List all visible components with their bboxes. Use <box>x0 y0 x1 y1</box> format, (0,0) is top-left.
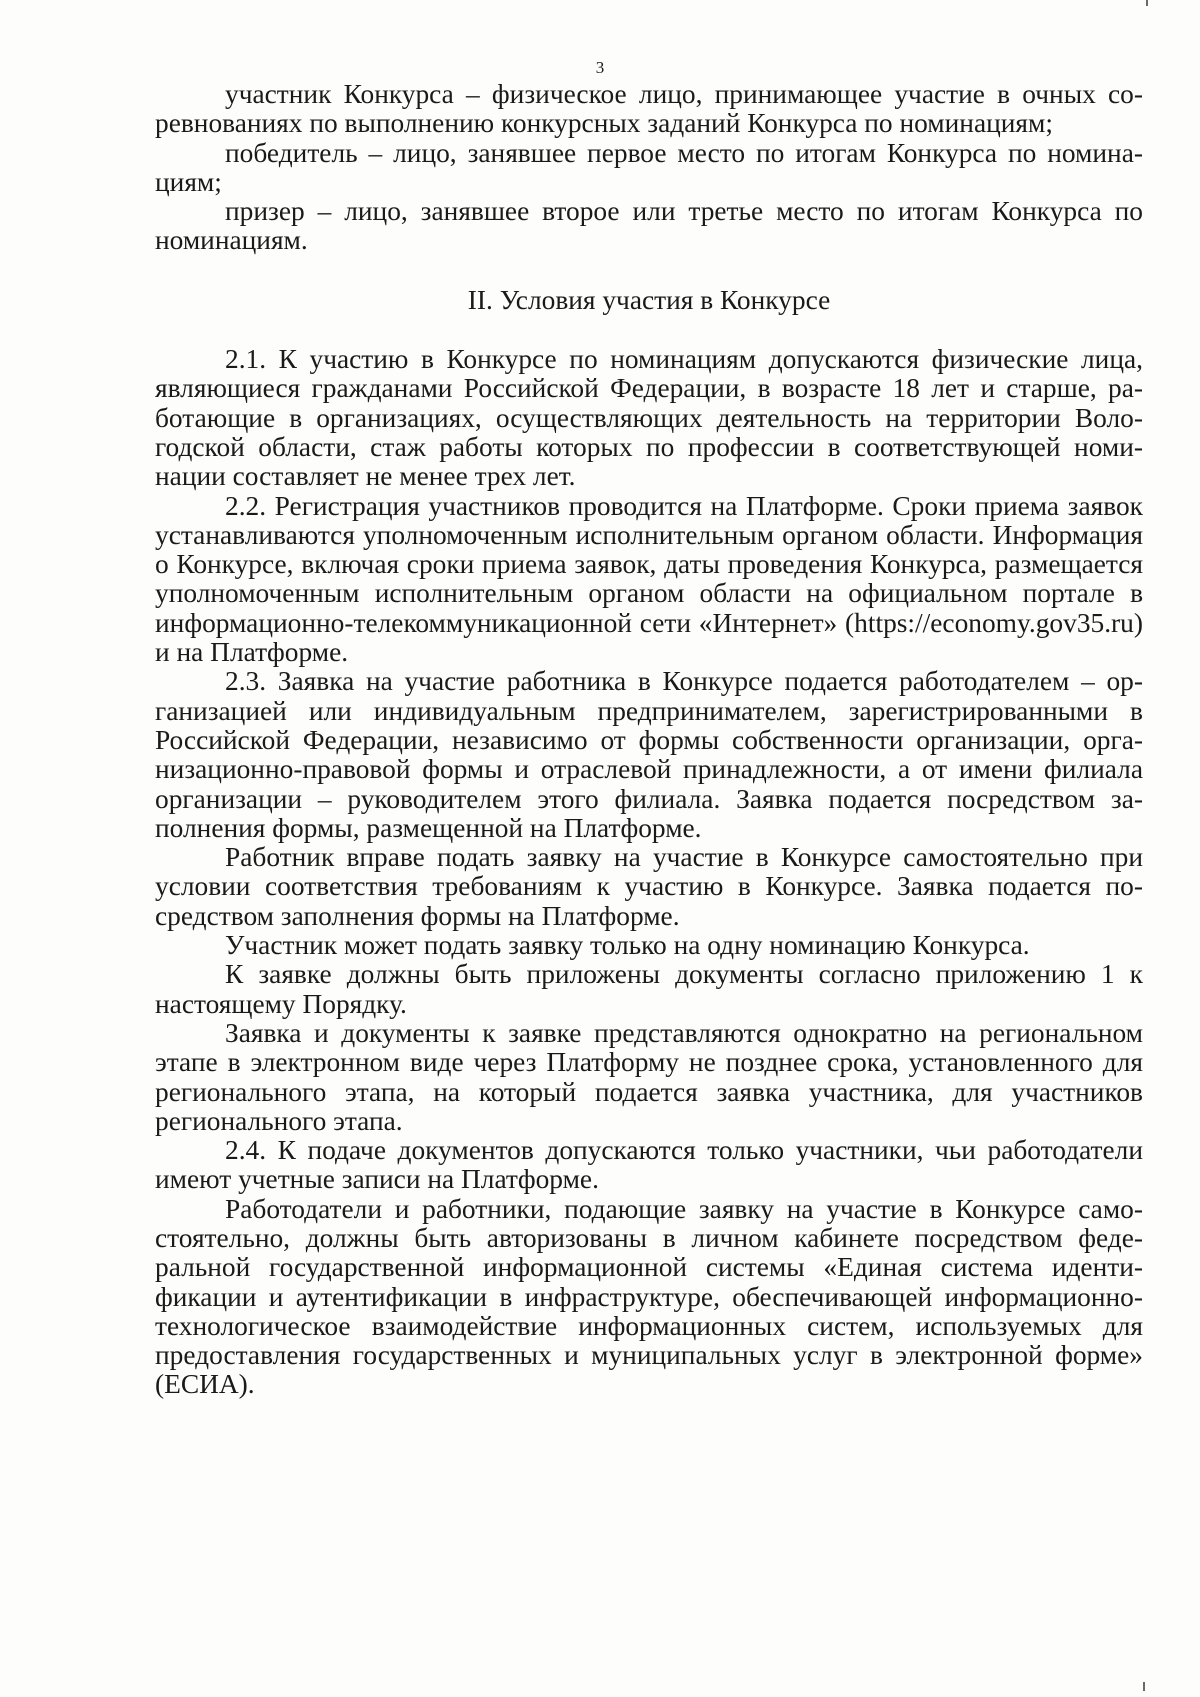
paragraph-submission-deadline: Заявка и документы к заявке представляются однократно на региональном этапе в электронном виде через Платформу не позднее срока, установленного для регионального этапа, на который подается заявка участника, для участников регионального этапа. <box>155 1017 1143 1136</box>
clause-2-2: 2.2. Регистрация участников проводится на Платформе. Сроки приема заявок устанавливаются уполномоченным исполнительным органом области. Информация о Конкурсе, включая сроки приема заявок, даты проведения Конкурса, размещается уполномоченным исполнительным органом области на официальном портале в информационно-телекоммуникационной сети «Интернет» (https://economy.gov35.ru) и на Платформе. <box>155 490 1143 668</box>
paragraph-single-nomination: Участник может подать заявку только на одну номинацию Конкурса. <box>225 930 1030 961</box>
scan-artifact-top-right <box>1146 0 1148 6</box>
definition-prizewinner: призер – лицо, занявшее второе или третье место по итогам Конкурса по номинациям. <box>155 196 1143 256</box>
page-number: 3 <box>595 58 605 77</box>
paragraph-attached-documents: К заявке должны быть приложены документы согласно приложению 1 к настоящему Порядку. <box>155 959 1143 1019</box>
document-body <box>155 80 1143 1400</box>
clause-2-3: 2.3. Заявка на участие работника в Конкурсе подается работодателем – организацией или индивидуальным предпринимателем, зарегистрированными в Российской Федерации, независимо от формы собственности организации, организационно-правовой формы и отраслевой принадлежности, а от имени филиала организации – руководителем этого филиала. Заявка подается посредством заполнения формы, размещенной на Платформе. <box>155 666 1143 843</box>
definition-participant: участник Конкурса – физическое лицо, принимающее участие в очных соревнованиях по выполнению конкурсных заданий Конкурса по номинациям; <box>155 79 1143 139</box>
scan-artifact-bottom-right <box>1143 1682 1145 1691</box>
clause-2-4: 2.4. К подаче документов допускаются только участники, чьи работодатели имеют учетные записи на Платформе. <box>155 1135 1143 1195</box>
section-heading: II. Условия участия в Конкурсе <box>467 284 831 315</box>
paragraph-employee-self-application: Работник вправе подать заявку на участие в Конкурсе самостоятельно при условии соответствия требованиям к участию в Конкурсе. Заявка подается посредством заполнения формы на Платформе. <box>155 842 1143 931</box>
clause-2-1: 2.1. К участию в Конкурсе по номинациям допускаются физические лица, являющиеся гражданами Российской Федерации, в возрасте 18 лет и старше, работающие в организациях, осуществляющих деятельность на территории Вологодской области, стаж работы которых по профессии в соответствующей номинации составляет не менее трех лет. <box>155 344 1143 492</box>
definition-winner: победитель – лицо, занявшее первое место по итогам Конкурса по номинациям; <box>155 137 1143 197</box>
paragraph-esia-authorization: Работодатели и работники, подающие заявку на участие в Конкурсе самостоятельно, должны быть авторизованы в личном кабинете посредством федеральной государственной информационной системы «Единая система идентификации и аутентификации в инфраструктуре, обеспечивающей информационно-технологическое взаимодействие информационных систем, используемых для предоставления государственных и муниципальных услуг в электронной форме» (ЕСИА). <box>155 1193 1143 1400</box>
